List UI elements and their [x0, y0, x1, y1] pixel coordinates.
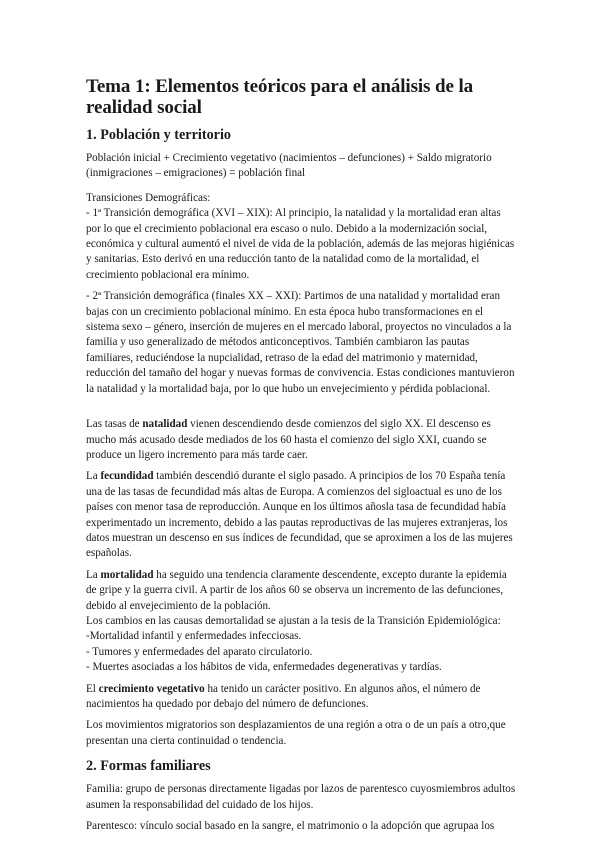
term-natalidad: natalidad	[142, 418, 188, 431]
list-item: -Mortalidad infantil y enfermedades infecciosas.	[86, 630, 302, 643]
natalidad-post: vienen descendiendo desde comienzos del siglo XX. El descenso es mucho más acusado desde mediados de los 60 hasta el comienzo del siglo XXI, cuando se produce un ligero incremento para más tarde caer.	[86, 418, 491, 461]
term-crecimiento-vegetativo: crecimiento vegetativo	[98, 682, 205, 695]
term-fecundidad: fecundidad	[100, 470, 154, 483]
paragraph-fecundidad	[86, 469, 518, 561]
list-item: - Muertes asociadas a los hábitos de vida, enfermedades degenerativas y tardías.	[86, 661, 442, 674]
paragraph-formula: Población inicial + Crecimiento vegetativo (nacimientos – defunciones) + Saldo migratorio (inmigraciones – emigraciones) = población final	[86, 152, 492, 180]
paragraph-natalidad	[86, 417, 518, 463]
section-heading-poblacion: 1. Población y territorio	[86, 127, 231, 143]
paragraph-transition-1: - 1ª Transición demográfica (XVI – XIX): Al principio, la natalidad y la mortalidad eran altas por lo que el crecimiento poblacional era escaso o nulo. Debido a la modernización social, económica y cultural aumentó el nivel de vida de la población, además de las mejoras higiénicas y sanitarias. Esto derivó en una reducción tanto de la natalidad como de la mortalidad, el crecimiento poblacional era mínimo.	[86, 207, 515, 281]
fecundidad-pre: La	[86, 470, 101, 483]
paragraph-transition-2: - 2ª Transición demográfica (finales XX – XXI): Partimos de una natalidad y mortalidad eran bajas con un crecimiento poblacional mínimo. En esta época hubo transformaciones en el sistema sexo – género, inserción de mujeres en el mercado laboral, proyectos no vinculados a la familia y uso generalizado de métodos anticonceptivos. También cambiaron las pautas familiares, reduciéndose la nupcialidad, retraso de la edad del matrimonio y maternidad, reducción del tamaño del hogar y nuevas formas de convivencia. Estas condiciones mantuvieron la natalidad y la mortalidad baja, por lo que hubo un envejecimiento y pérdida poblacional.	[86, 290, 515, 395]
transitions-title: Transiciones Demográficas:	[86, 191, 211, 204]
natalidad-pre: Las tasas de	[86, 418, 143, 431]
mortalidad-post: ha seguido una tendencia claramente descendente, excepto durante la epidemia de gripe y la guerra civil. A partir de los años 60 se observa un incremento de las defunciones, debido al envejecimiento de la población.	[86, 568, 507, 612]
paragraph-crecimiento	[86, 682, 518, 713]
section-heading-formas-familiares: 2. Formas familiares	[86, 758, 211, 775]
paragraph-mortalidad	[86, 568, 518, 614]
fecundidad-post: también descendió durante el siglo pasado. A principios de los 70 España tenía una de las tasas de fecundidad más altas de Europa. A comienzos del sigloactual es uno de los países con menor tasa de reproducción. Aunque en los últimos añosla tasa de fecundidad había experimentado un incremento, debido a las pautas reproductivas de las mujeres extranjeras, los datos muestran un descenso en sus índices de fecundidad, que se aproximen a los de las mujeres españolas.	[86, 470, 513, 560]
paragraph-parentesco: Parentesco: vínculo social basado en la sangre, el matrimonio o la adopción que agrupaa los	[86, 820, 495, 833]
list-item: - Tumores y enfermedades del aparato circulatorio.	[86, 645, 313, 658]
mortalidad-causes-intro: Los cambios en las causas demortalidad se ajustan a la tesis de la Transición Epidemiológica:	[86, 614, 501, 627]
term-mortalidad: mortalidad	[100, 568, 154, 581]
page-title: Tema 1: Elementos teóricos para el análisis de la realidad social	[86, 76, 474, 118]
crecimiento-pre: El	[86, 682, 99, 695]
document-body	[86, 76, 518, 834]
paragraph-migratorios: Los movimientos migratorios son desplazamientos de una región a otra o de un país a otro,que presentan una cierta continuidad o tendencia.	[86, 719, 506, 747]
crecimiento-post: ha tenido un carácter positivo. En algunos años, el número de nacimientos ha quedado por debajo del número de defunciones.	[86, 682, 481, 710]
paragraph-familia: Familia: grupo de personas directamente ligadas por lazos de parentesco cuyosmiembros adultos asumen la responsabilidad del cuidado de los hijos.	[86, 783, 516, 811]
mortalidad-pre: La	[86, 568, 101, 581]
